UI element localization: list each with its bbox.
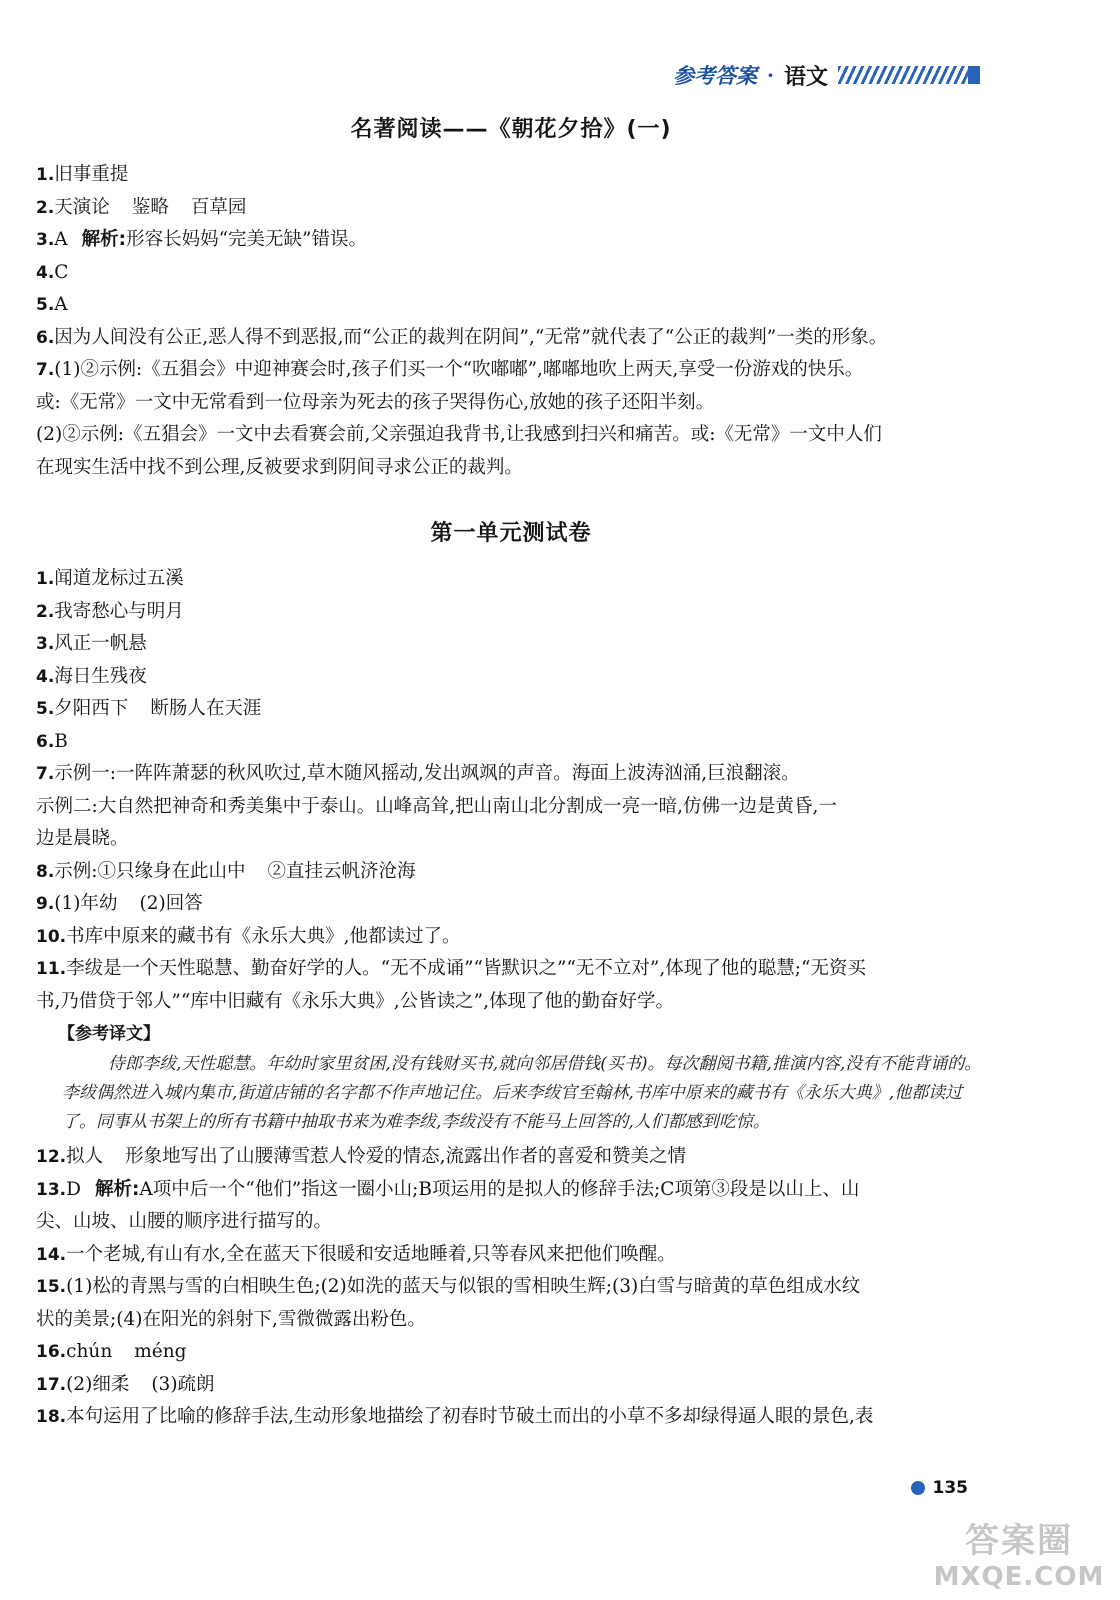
answer-text: 我寄愁心与明月 — [54, 600, 184, 622]
answer-part: (2)细柔 — [66, 1373, 130, 1395]
answer-part: méng — [134, 1341, 187, 1362]
question-item — [36, 888, 986, 921]
reference-translation-body — [36, 1050, 986, 1137]
question-item — [36, 224, 986, 257]
answer-text: 示例一:一阵阵萧瑟的秋风吹过,草木随风摇动,发出飒飒的声音。海面上波涛汹涌,巨浪翻滚。 — [54, 763, 800, 784]
question-number: 12. — [36, 1147, 67, 1167]
question-item — [36, 921, 986, 954]
question-item — [36, 628, 986, 661]
answer-continuation-line: 状的美景;(4)在阳光的斜射下,雪微微露出粉色。 — [36, 1308, 426, 1330]
question-number: 8. — [36, 861, 55, 882]
page-header — [673, 60, 980, 90]
question-number: 7. — [36, 360, 55, 380]
section-unit-test-part-a — [36, 563, 986, 1018]
question-number: 6. — [36, 731, 55, 752]
header-answer-label: 参考答案 — [673, 64, 758, 88]
question-item — [36, 257, 986, 290]
question-item — [36, 322, 986, 355]
answer-part: 鉴略 — [131, 196, 169, 218]
section-title-unit-test: 第一单元测试卷 — [430, 521, 592, 546]
answer-content — [36, 108, 986, 1434]
section-classic-reading — [36, 159, 986, 484]
question-number: 15. — [36, 1277, 67, 1297]
answer-text: (1)松的青黑与雪的白相映生色;(2)如洗的蓝天与似银的雪相映生辉;(3)白雪与暗黄的草色组成水纹 — [66, 1276, 861, 1297]
answer-text: 一个老城,有山有水,全在蓝天下很暖和安适地睡着,只等春风来把他们唤醒。 — [66, 1243, 676, 1265]
question-item — [36, 661, 986, 694]
answer-continuation-line: 或:《无常》一文中无常看到一位母亲为死去的孩子哭得伤心,放她的孩子还阳半刻。 — [36, 391, 715, 413]
answer-part: 拟人 — [66, 1146, 104, 1167]
answer-part: (1)年幼 — [54, 893, 118, 914]
question-number: 10. — [36, 926, 67, 947]
answer-text: 因为人间没有公正,恶人得不到恶报,而“公正的裁判在阴间”,“无常”就代表了“公正的裁判”一类的形象。 — [54, 326, 888, 348]
page-footer — [911, 1478, 969, 1498]
watermark — [924, 1513, 1114, 1592]
section-unit-test-part-b — [36, 1141, 986, 1434]
header-separator: · — [767, 63, 774, 87]
answer-part: 示例:①只缘身在此山中 — [54, 860, 246, 882]
answer-text: B — [54, 730, 68, 752]
question-number: 1. — [36, 569, 55, 589]
question-number: 3. — [36, 230, 55, 250]
analysis-text: 形容长妈妈“完美无缺”错误。 — [126, 229, 367, 250]
question-number: 6. — [36, 327, 55, 348]
question-item — [36, 159, 986, 192]
question-item — [36, 1141, 986, 1174]
answer-text: 李绂是一个天性聪慧、勤奋好学的人。“无不成诵”“皆默识之”“无不立对”,体现了他的聪慧;“无资买 — [66, 958, 866, 979]
question-number: 9. — [36, 894, 55, 914]
watermark-url: MXQE.COM — [933, 1562, 1105, 1592]
answer-continuation-line: 在现实生活中找不到公理,反被要求到阴间寻求公正的裁判。 — [36, 456, 523, 478]
question-item — [36, 726, 986, 759]
question-number: 17. — [36, 1374, 67, 1395]
question-item — [36, 1271, 986, 1304]
answer-text: 闻道龙标过五溪 — [54, 568, 184, 589]
question-item — [36, 354, 986, 387]
section-title-classic-reading: 名著阅读——《朝花夕拾》(一) — [350, 117, 672, 142]
question-number: 2. — [36, 197, 55, 218]
header-subject: 语文 — [783, 64, 828, 90]
question-item — [36, 1239, 986, 1272]
analysis-text: A项中后一个“他们”指这一圈小山;B项运用的是拟人的修辞手法;C项第③段是以山上、山 — [139, 1178, 860, 1200]
answer-continuation-line: (2)②示例:《五猖会》一文中去看赛会前,父亲强迫我背书,让我感到扫兴和痛苦。或:《无常》一文中人们 — [36, 424, 882, 445]
question-item — [36, 1174, 986, 1207]
question-item — [36, 1401, 986, 1434]
answer-continuation-line: 边是晨晓。 — [36, 828, 129, 849]
answer-part: (3)疏朗 — [151, 1373, 215, 1395]
question-item — [36, 1369, 986, 1402]
answer-part: ②直挂云帆济沧海 — [267, 860, 416, 882]
answer-text: 海日生残夜 — [54, 665, 147, 687]
reference-translation-line: 侍郎李绂,天性聪慧。年幼时家里贫困,没有钱财买书,就向邻居借钱(买书)。每次翻阅书籍,推演 — [108, 1054, 806, 1074]
reference-translation-line: 林,书库中原来的藏书有《永乐大典》,他都读过了。同事从书架上的所有书籍中抽取书来为难李绂,李 — [62, 1083, 963, 1132]
answer-text: 风正一帆悬 — [54, 633, 147, 654]
question-item — [36, 289, 986, 322]
answer-text: 书库中原来的藏书有《永乐大典》,他都读过了。 — [66, 925, 461, 947]
answer-part: 百草园 — [190, 196, 247, 218]
question-item — [36, 693, 986, 726]
analysis-label: 解析: — [81, 229, 127, 250]
question-number: 2. — [36, 601, 55, 622]
question-number: 11. — [36, 959, 67, 979]
reference-translation-line: 绂没有不能马上回答的,人们都感到吃惊。 — [458, 1112, 770, 1132]
question-item — [36, 1336, 986, 1369]
header-decoration-bar — [838, 66, 980, 84]
question-number: 5. — [36, 699, 55, 719]
answer-continuation-line: 尖、山坡、山腰的顺序进行描写的。 — [36, 1211, 333, 1232]
answer-continuation-line: 示例二:大自然把神奇和秀美集中于泰山。山峰高耸,把山南山北分割成一亮一暗,仿佛一边是黄昏,一 — [36, 795, 837, 817]
question-item — [36, 192, 986, 225]
answer-continuation-line: 书,乃借贷于邻人”“库中旧藏有《永乐大典》,公皆读之”,体现了他的勤奋好学。 — [36, 990, 675, 1012]
question-number: 5. — [36, 295, 55, 315]
answer-text: (1)②示例:《五猖会》中迎神赛会时,孩子们买一个“吹嘟嘟”,嘟嘟地吹上两天,享受一份游戏的快乐。 — [54, 359, 864, 380]
question-number: 18. — [36, 1407, 67, 1427]
reference-translation-title: 【参考译文】 — [58, 1024, 160, 1044]
question-item — [36, 856, 986, 889]
question-item — [36, 563, 986, 596]
question-item — [36, 758, 986, 791]
watermark-title: 答案圈 — [965, 1521, 1073, 1561]
question-item — [36, 953, 986, 986]
answer-text: 旧事重提 — [54, 164, 129, 185]
answer-part: chún — [66, 1341, 113, 1362]
answer-part: 断肠人在天涯 — [150, 698, 262, 719]
reference-translation-line: 内容,没有不能背诵的。李绂偶然进入城内集市,街道店铺的名字都不作声地记住。后来李绂官至翰 — [62, 1054, 982, 1103]
question-number: 3. — [36, 634, 55, 654]
answer-part: 形象地写出了山腰薄雪惹人怜爱的情态,流露出作者的喜爱和赞美之情 — [125, 1146, 687, 1167]
answer-part: (2)回答 — [139, 893, 203, 914]
question-number: 1. — [36, 165, 55, 185]
answer-text: C — [54, 261, 69, 283]
question-number: 4. — [36, 262, 55, 283]
question-item — [36, 596, 986, 629]
page-number: 135 — [932, 1478, 968, 1498]
answer-choice: A — [54, 229, 68, 250]
answer-part: 天演论 — [54, 196, 110, 218]
answer-text: 本句运用了比喻的修辞手法,生动形象地描绘了初春时节破土而出的小草不多却绿得逼人眼的景色,表 — [66, 1406, 874, 1427]
question-number: 4. — [36, 666, 55, 687]
answer-text: A — [54, 294, 68, 315]
answer-part: 夕阳西下 — [54, 698, 129, 719]
analysis-label: 解析: — [94, 1178, 140, 1200]
question-number: 13. — [36, 1179, 67, 1200]
question-number: 14. — [36, 1244, 67, 1265]
page-marker-icon — [911, 1481, 925, 1495]
question-number: 16. — [36, 1342, 67, 1362]
question-number: 7. — [36, 764, 55, 784]
answer-choice: D — [66, 1178, 81, 1200]
